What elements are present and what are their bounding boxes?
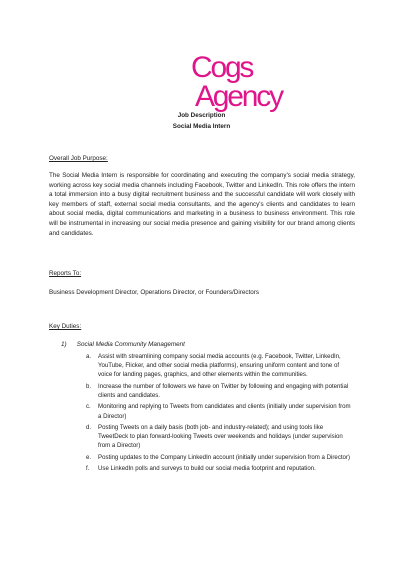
logo-line-1: Cogs bbox=[191, 51, 253, 84]
list-item-text: Assist with streamlining company social media accounts (e.g. Facebook, Twitter, LinkedIn, YouTube, Flicker, and other social media platforms), ensuring uniform content and tone of voice for landing pages, graphics, and other elements within the communities. bbox=[98, 353, 341, 379]
list-item bbox=[86, 382, 354, 400]
duties-subheading bbox=[61, 340, 185, 350]
list-item-marker: d. bbox=[86, 423, 92, 431]
document-title: Job Description bbox=[177, 112, 226, 119]
list-item bbox=[86, 453, 354, 462]
list-item-text: Monitoring and replying to Tweets from candidates and clients (initially under supervision from a Director) bbox=[98, 403, 351, 420]
duties-list bbox=[86, 352, 354, 476]
duties-section-title: Key Duties: bbox=[49, 323, 82, 330]
list-item bbox=[86, 464, 354, 473]
list-item-marker: f. bbox=[86, 465, 90, 473]
list-item bbox=[86, 402, 354, 420]
list-item-marker: a. bbox=[86, 353, 92, 360]
list-item-text: Increase the number of followers we have on Twitter by following and engaging with potential clients and candidates. bbox=[98, 382, 349, 399]
list-item-marker: e. bbox=[86, 453, 92, 461]
document-subtitle: Social Media Intern bbox=[172, 122, 231, 130]
list-item-marker: c. bbox=[86, 403, 91, 411]
list-item bbox=[86, 423, 354, 451]
reports-section-title: Reports To: bbox=[49, 270, 82, 277]
list-item bbox=[86, 352, 354, 380]
logo-line-2: Agency bbox=[195, 80, 282, 112]
subheading-number: 1) bbox=[61, 341, 67, 348]
document-heading bbox=[0, 111, 403, 132]
purpose-section-title: Overall Job Purpose: bbox=[49, 155, 108, 162]
company-logo bbox=[189, 50, 353, 112]
list-item-text: Use LinkedIn polls and surveys to build our social media footprint and reputation. bbox=[98, 465, 316, 473]
reports-paragraph: Business Development Director, Operations Director, or Founders/Directors bbox=[49, 289, 259, 296]
list-item-marker: b. bbox=[86, 382, 92, 390]
cogs-agency-logo-graphic bbox=[189, 50, 353, 112]
list-item-text: Posting updates to the Company LinkedIn account (initially under supervision from a Director) bbox=[98, 453, 351, 461]
purpose-paragraph: The Social Media Intern is responsible for coordinating and executing the company's social media strategy, working across key social media channels including Facebook, Twitter and LinkedIn. This role offers the intern a total immersion into a busy digital recruitment business and the successful candidate will work closely with key members of staff, external social media consultants, and the agency's clients and candidates to learn about social media, digital communications and marketing in a business to business environment. This role will be instrumental in increasing our social media presence and gaining visibility for our brand among clients and candidates. bbox=[49, 172, 355, 237]
list-item-text: Posting Tweets on a daily basis (both job- and industry-related); and using tools like TweetDeck to plan forward-looking Tweets over weekends and holidays (under supervision from a Director) bbox=[98, 423, 343, 450]
subheading-text: Social Media Community Management bbox=[76, 341, 185, 348]
